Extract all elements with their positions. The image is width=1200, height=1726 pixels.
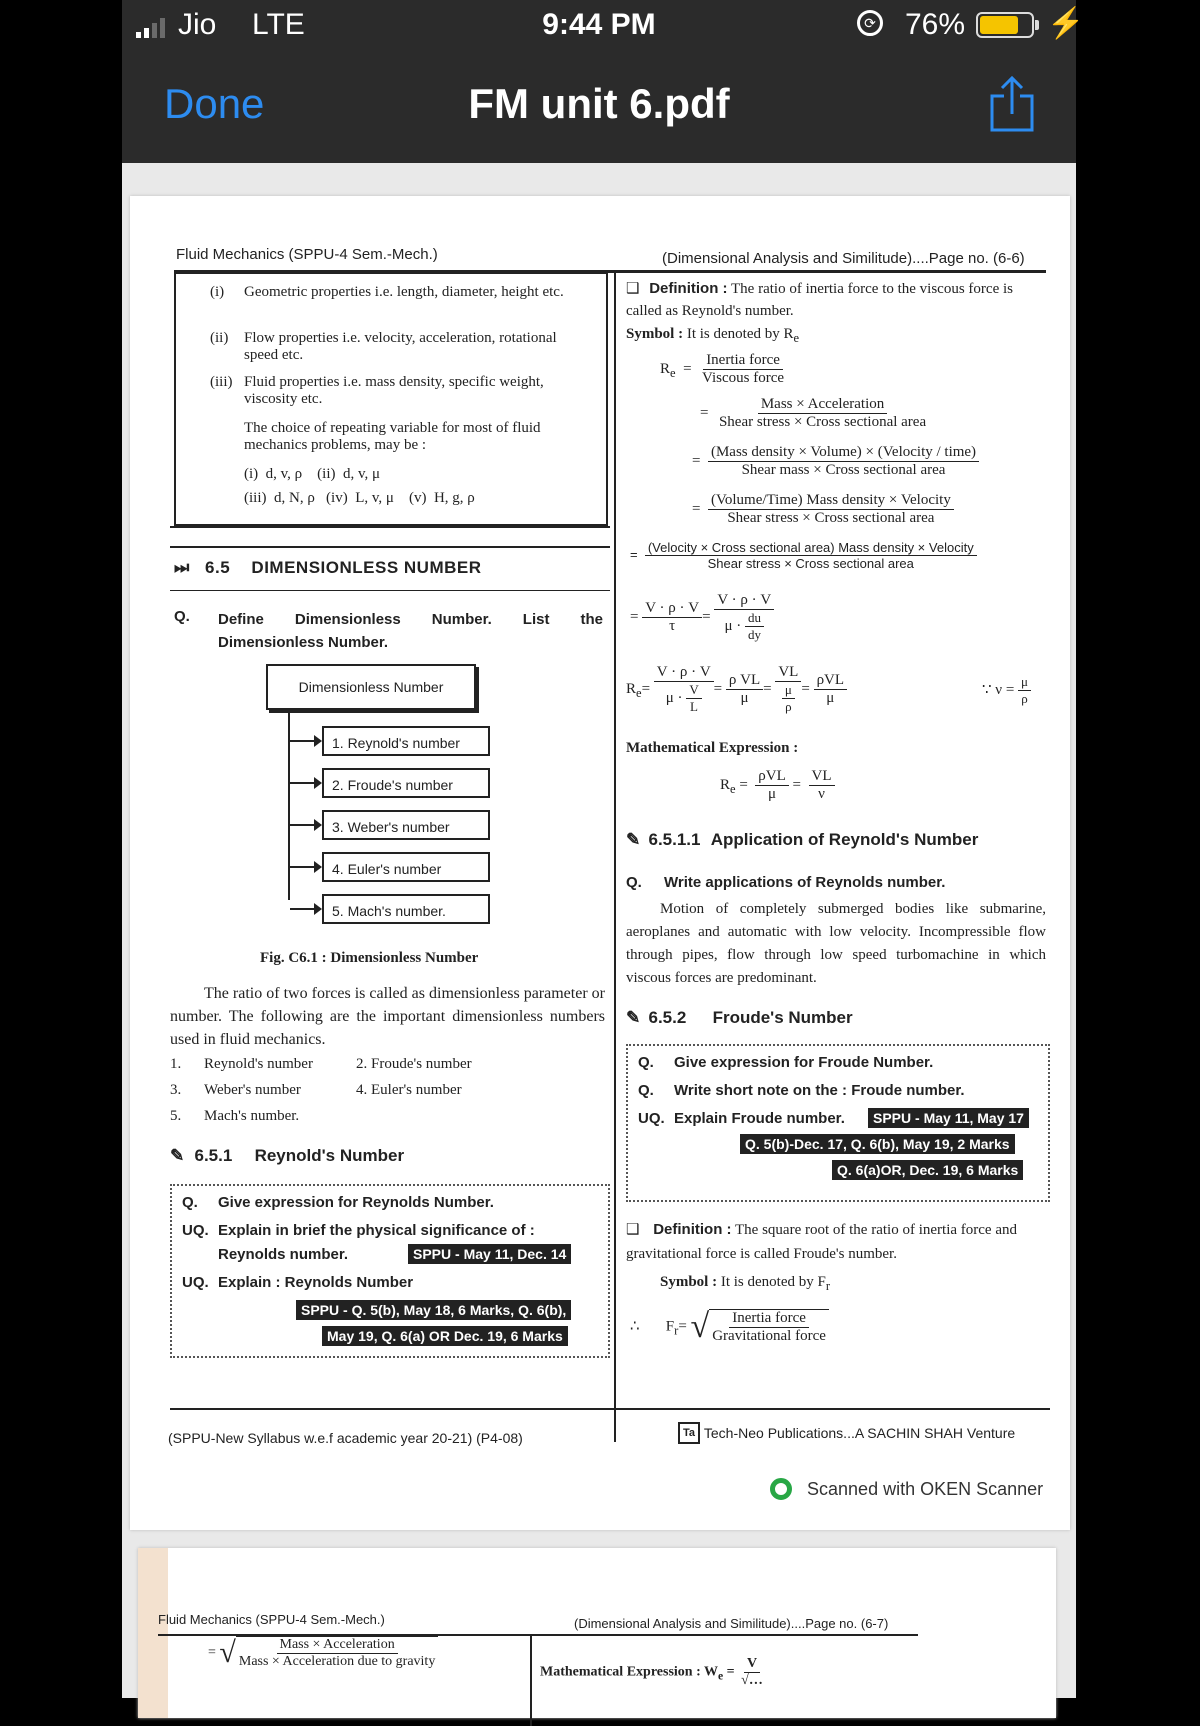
froude-definition bbox=[626, 1218, 1044, 1266]
symbol-fr: F bbox=[665, 1318, 675, 1335]
oken-logo-icon bbox=[770, 1478, 792, 1500]
section-number: 6.5.1 bbox=[194, 1146, 233, 1165]
froude-equation: ∴ $F_r=$ √ $\frac{\text{Inertia force}}{\text{Gravitational force}}$ bbox=[630, 1308, 829, 1346]
question-text: Explain : Reynolds Number bbox=[218, 1274, 414, 1291]
question-text: Write short note on the : Froude number. bbox=[674, 1082, 965, 1099]
mu-symbol: μ · bbox=[665, 689, 683, 706]
figure-caption: Fig. C6.1 : Dimensionless Number bbox=[260, 950, 479, 966]
pdf-page-6-6 bbox=[130, 196, 1070, 1530]
question-label: Q. bbox=[174, 608, 190, 625]
numerator: V bbox=[686, 682, 701, 699]
exam-tag: May 19, Q. 6(a) OR Dec. 19, 6 Marks bbox=[322, 1326, 568, 1346]
done-button[interactable]: Done bbox=[164, 80, 265, 127]
section-title: Reynold's Number bbox=[254, 1146, 405, 1165]
battery-tip bbox=[1035, 20, 1039, 30]
section-6-5-1-1-heading bbox=[626, 830, 978, 850]
item-text: Fluid properties i.e. mass density, specific weight, viscosity etc. bbox=[244, 374, 544, 407]
battery-icon bbox=[976, 12, 1034, 38]
denominator: Shear stress × Cross sectional area bbox=[718, 414, 927, 430]
item-number: (iii) bbox=[210, 374, 233, 390]
page-header-right: (Dimensional Analysis and Similitude)....Page no. (6-6) bbox=[662, 250, 1025, 267]
denominator: Shear mass × Cross sectional area bbox=[741, 462, 946, 478]
pdf-page-6-7 bbox=[138, 1548, 1056, 1718]
diagram-item-weber: 3. Weber's number bbox=[322, 810, 490, 840]
denominator: Mass × Acceleration due to gravity bbox=[238, 1654, 436, 1669]
question-text: Reynolds number. bbox=[218, 1246, 349, 1263]
diagram-arrow bbox=[290, 866, 320, 868]
definition-text: The square root of the ratio of inertia force and gravitational force is called Froude's number. bbox=[626, 1222, 1017, 1262]
pdf-viewer-screen bbox=[122, 0, 1085, 1698]
question-text: Write applications of Reynolds number. bbox=[664, 874, 946, 891]
numerator: V · ρ · V bbox=[642, 600, 702, 618]
denominator: Shear stress × Cross sectional area bbox=[727, 510, 935, 526]
options-row: (iii) d, N, ρ (iv) L, v, μ (v) H, g, ρ bbox=[244, 490, 475, 506]
section-6-5-2-heading bbox=[626, 1008, 853, 1028]
denominator: μ bbox=[768, 786, 777, 802]
mu-symbol: μ · bbox=[724, 617, 742, 634]
because-text: ∵ ν = bbox=[982, 681, 1019, 698]
numerator: du bbox=[745, 610, 764, 627]
rotation-lock-icon: ⟳ bbox=[857, 10, 883, 36]
symbol-text: It is denoted by F bbox=[720, 1274, 826, 1290]
question-label: Q. bbox=[638, 1082, 654, 1099]
question-label: Q. bbox=[182, 1194, 198, 1211]
question-text: Explain in brief the physical significance of : bbox=[218, 1222, 535, 1239]
exam-tag: Q. 5(b)-Dec. 17, Q. 6(b), May 19, 2 Marks bbox=[740, 1134, 1015, 1154]
section-title: Froude's Number bbox=[712, 1008, 853, 1027]
battery-fill bbox=[980, 16, 1018, 34]
question-text: Define Dimensionless Number. List the Dimensionless Number. bbox=[218, 611, 603, 651]
numerator: Mass × Acceleration bbox=[758, 396, 887, 414]
denominator: τ bbox=[669, 618, 676, 634]
question-text: Explain Froude number. bbox=[674, 1110, 845, 1127]
section-number: 6.5 bbox=[205, 558, 231, 577]
scanner-text: Scanned with OKEN Scanner bbox=[807, 1478, 1044, 1499]
publisher-logo-icon: Ta bbox=[678, 1422, 700, 1444]
denominator: ρ bbox=[1021, 691, 1028, 706]
reynolds-eq-3: = $\frac{\text{(Mass density × Volume) × (Velocity / time)}}{\text{Shear mass × Cross sectional area}}$ bbox=[692, 444, 979, 479]
question-label: UQ. bbox=[182, 1222, 209, 1239]
math-expression-label: Mathematical Expression : bbox=[626, 740, 799, 756]
froude-questions-box bbox=[626, 1044, 1050, 1202]
reynolds-math-expression: $R_e$ = $\frac{\text{ρVL}}{\mu}$ = $\frac{VL}{\nu}$ bbox=[720, 768, 835, 803]
viewer-header bbox=[122, 0, 1085, 163]
numerator: Inertia force bbox=[729, 1310, 809, 1328]
item-number: (i) bbox=[210, 284, 225, 300]
footer-rule bbox=[170, 1408, 1050, 1410]
question-text: Give expression for Reynolds Number. bbox=[218, 1194, 494, 1211]
diagram-arrow bbox=[290, 782, 320, 784]
numerator: V · ρ · V bbox=[654, 664, 714, 682]
question-label: Q. bbox=[626, 874, 642, 891]
page-header-left: Fluid Mechanics (SPPU-4 Sem.-Mech.) bbox=[158, 1612, 385, 1627]
denominator: Gravitational force bbox=[712, 1328, 826, 1344]
clock: 9:44 PM bbox=[542, 8, 656, 41]
numerator: Inertia force bbox=[703, 352, 783, 370]
exam-tag: SPPU - May 11, Dec. 14 bbox=[408, 1244, 571, 1264]
section-rule bbox=[170, 590, 610, 591]
ratio-paragraph: The ratio of two forces is called as dimensionless parameter or number. The following are the important dimensionless numbers used in fluid mechanics. bbox=[170, 985, 605, 1048]
section-rule bbox=[170, 546, 610, 548]
footer-right bbox=[678, 1422, 1015, 1444]
definition-label: Definition : bbox=[653, 1221, 732, 1238]
carrier-name: Jio bbox=[178, 8, 217, 41]
page-header-left: Fluid Mechanics (SPPU-4 Sem.-Mech.) bbox=[176, 246, 438, 263]
denominator: Shear stress × Cross sectional area bbox=[707, 556, 914, 571]
denominator: L bbox=[690, 699, 698, 714]
question-text: Give expression for Froude Number. bbox=[674, 1054, 934, 1071]
checkbox-icon: ❑ bbox=[626, 280, 640, 297]
column-divider bbox=[530, 1636, 532, 1726]
numerator: (Velocity × Cross sectional area) Mass density × Velocity bbox=[645, 540, 977, 556]
footer-left: (SPPU-New Syllabus w.e.f academic year 20-21) (P4-08) bbox=[168, 1430, 523, 1446]
item-text: Flow properties i.e. velocity, acceleration, rotational speed etc. bbox=[244, 330, 557, 363]
question-label: UQ. bbox=[638, 1110, 665, 1127]
denominator: ρ bbox=[785, 699, 792, 714]
exam-tag: SPPU - Q. 5(b), May 18, 6 Marks, Q. 6(b), bbox=[296, 1300, 571, 1320]
diagram-root: Dimensionless Number bbox=[266, 664, 476, 710]
list-number: 5. bbox=[170, 1108, 182, 1124]
symbol-text: It is denoted by R bbox=[686, 326, 794, 342]
numerator: (Mass density × Volume) × (Velocity / time) bbox=[708, 444, 979, 462]
publisher-text: Tech-Neo Publications...A SACHIN SHAH Venture bbox=[703, 1425, 1016, 1441]
reynolds-definition bbox=[626, 278, 1044, 322]
list-item: Weber's number bbox=[204, 1082, 301, 1098]
section-6-5-heading bbox=[174, 558, 482, 578]
diagram-item-mach: 5. Mach's number. bbox=[322, 894, 490, 924]
denominator: ν bbox=[818, 786, 825, 802]
denominator: μ bbox=[826, 690, 835, 706]
math-expression-label: Mathematical Expression : W bbox=[540, 1664, 718, 1680]
fast-forward-icon: ⏭ bbox=[174, 558, 190, 577]
numerator: VL bbox=[775, 664, 801, 682]
section-number: 6.5.1.1 bbox=[648, 830, 701, 849]
options-row: (i) d, v, ρ (ii) d, v, μ bbox=[244, 466, 381, 482]
list-item: 4. Euler's number bbox=[356, 1082, 462, 1098]
list-item: Reynold's number bbox=[204, 1056, 313, 1072]
reynolds-eq-7: $R_e=$ V · ρ · V μ · $\frac{V}{L}$ = $\frac{\text{ρ VL}}{\mu}$ = $\frac{VL}{\frac{\mu}{\rho}}$ = $\frac{\text{ρVL}}{\mu}$ bbox=[626, 664, 847, 715]
battery-percent: 76% bbox=[905, 8, 966, 41]
numerator: Mass × Acceleration bbox=[277, 1637, 398, 1654]
exam-tag: Q. 6(a)OR, Dec. 19, 6 Marks bbox=[832, 1160, 1023, 1180]
symbol-re: R bbox=[626, 680, 637, 697]
reynolds-eq-1: $R_e$ = $\frac{\text{Inertia force}}{\text{Viscous force}}$ bbox=[660, 352, 787, 387]
weber-math-expression: Mathematical Expression : $W_e$ = $\frac{V}{√\dots}$ bbox=[540, 1656, 763, 1688]
book-icon: ✎ bbox=[170, 1146, 185, 1165]
question-label: Q. bbox=[638, 1054, 654, 1071]
definition-label: Definition : bbox=[649, 280, 728, 297]
numerator: ρ VL bbox=[726, 672, 763, 690]
therefore-symbol: ∴ bbox=[630, 1318, 640, 1335]
numerator: ρVL bbox=[814, 672, 847, 690]
symbol-label: Symbol : bbox=[626, 326, 684, 342]
denominator: μ bbox=[740, 690, 749, 706]
diagram-trunk bbox=[288, 708, 290, 900]
numerator: μ bbox=[782, 682, 795, 699]
numerator: V · ρ · V bbox=[714, 592, 774, 610]
variables-box bbox=[174, 272, 608, 526]
kinematic-viscosity-note bbox=[982, 674, 1031, 707]
choice-text: The choice of repeating variable for most of fluid mechanics problems, may be : bbox=[244, 420, 541, 453]
list-item: 2. Froude's number bbox=[356, 1056, 472, 1072]
reynolds-eq-4: = $\frac{\text{(Volume/Time) Mass density × Velocity}}{\text{Shear stress × Cross sectional area}}$ bbox=[692, 492, 954, 527]
symbol-re: R bbox=[720, 776, 731, 793]
section-title: DIMENSIONLESS NUMBER bbox=[251, 558, 482, 577]
book-icon: ✎ bbox=[626, 830, 641, 849]
document-title: FM unit 6.pdf bbox=[468, 80, 730, 127]
item-text: Geometric properties i.e. length, diameter, height etc. bbox=[244, 284, 564, 300]
diagram-item-reynolds: 1. Reynold's number bbox=[322, 726, 490, 756]
definition-text: The ratio of inertia force to the viscous force is called as Reynold's number. bbox=[626, 281, 1013, 319]
diagram-item-euler: 4. Euler's number bbox=[322, 852, 490, 882]
reynolds-eq-6: = $\frac{V \cdot \rho \cdot V}{\tau}$ = V · ρ · V μ · $\frac{du}{dy}$ bbox=[630, 592, 774, 643]
scanner-watermark bbox=[770, 1478, 1043, 1500]
diagram-item-froude: 2. Froude's number bbox=[322, 768, 490, 798]
section-title: Application of Reynold's Number bbox=[710, 830, 979, 849]
applications-paragraph: Motion of completely submerged bodies like submarine, aeroplanes and automatic with low velocity. Incompressible flow through pipes, flow through low speed turbomachine in which viscous forces are predominant. bbox=[626, 901, 1046, 986]
symbol-re: R bbox=[660, 360, 671, 377]
section-6-5-1-heading bbox=[170, 1146, 404, 1166]
question-label: UQ. bbox=[182, 1274, 209, 1291]
checkbox-icon: ❑ bbox=[626, 1221, 640, 1238]
charging-bolt-icon: ⚡ bbox=[1047, 7, 1085, 40]
numerator: (Volume/Time) Mass density × Velocity bbox=[708, 492, 954, 510]
box-underline bbox=[170, 526, 610, 528]
network-type: LTE bbox=[252, 8, 305, 41]
reynolds-symbol: Symbol : It is denoted by $R_e$ bbox=[626, 326, 800, 345]
column-divider bbox=[614, 272, 616, 1442]
froude-symbol: Symbol : It is denoted by $F_r$ bbox=[660, 1274, 831, 1293]
denominator: dy bbox=[748, 627, 762, 642]
numerator: μ bbox=[1018, 674, 1031, 691]
page-edge-shadow bbox=[138, 1548, 168, 1718]
diagram-arrow bbox=[290, 740, 320, 742]
reynolds-eq-2: = $\frac{\text{Mass × Acceleration}}{\text{Shear stress × Cross sectional area}}$ bbox=[700, 396, 929, 431]
numerator: VL bbox=[809, 768, 835, 786]
exam-tag: SPPU - May 11, May 17 bbox=[868, 1108, 1029, 1128]
froude-eq-continued: = √ $\frac{\text{Mass × Acceleration}}{\text{Mass × Acceleration due to gravity}}$ bbox=[208, 1636, 438, 1670]
diagram-arrow bbox=[290, 824, 320, 826]
list-number: 1. bbox=[170, 1056, 182, 1072]
diagram-arrow bbox=[290, 908, 320, 910]
page-header-right: (Dimensional Analysis and Similitude)....Page no. (6-7) bbox=[574, 1616, 889, 1631]
reynolds-eq-5: = $\frac{\text{(Velocity × Cross sectional area) Mass density × Velocity}}{\text{Shear stress × Cross sectional area}}$ bbox=[630, 540, 977, 571]
numerator: ρVL bbox=[755, 768, 788, 786]
section-number: 6.5.2 bbox=[648, 1008, 687, 1027]
item-number: (ii) bbox=[210, 330, 229, 346]
list-number: 3. bbox=[170, 1082, 182, 1098]
list-item: Mach's number. bbox=[204, 1108, 300, 1124]
book-icon: ✎ bbox=[626, 1008, 641, 1027]
reynolds-questions-box bbox=[170, 1184, 610, 1358]
share-icon[interactable] bbox=[988, 74, 1036, 134]
numerator: V bbox=[744, 1656, 760, 1673]
symbol-label: Symbol : bbox=[660, 1274, 718, 1290]
denominator: Viscous force bbox=[702, 370, 785, 386]
